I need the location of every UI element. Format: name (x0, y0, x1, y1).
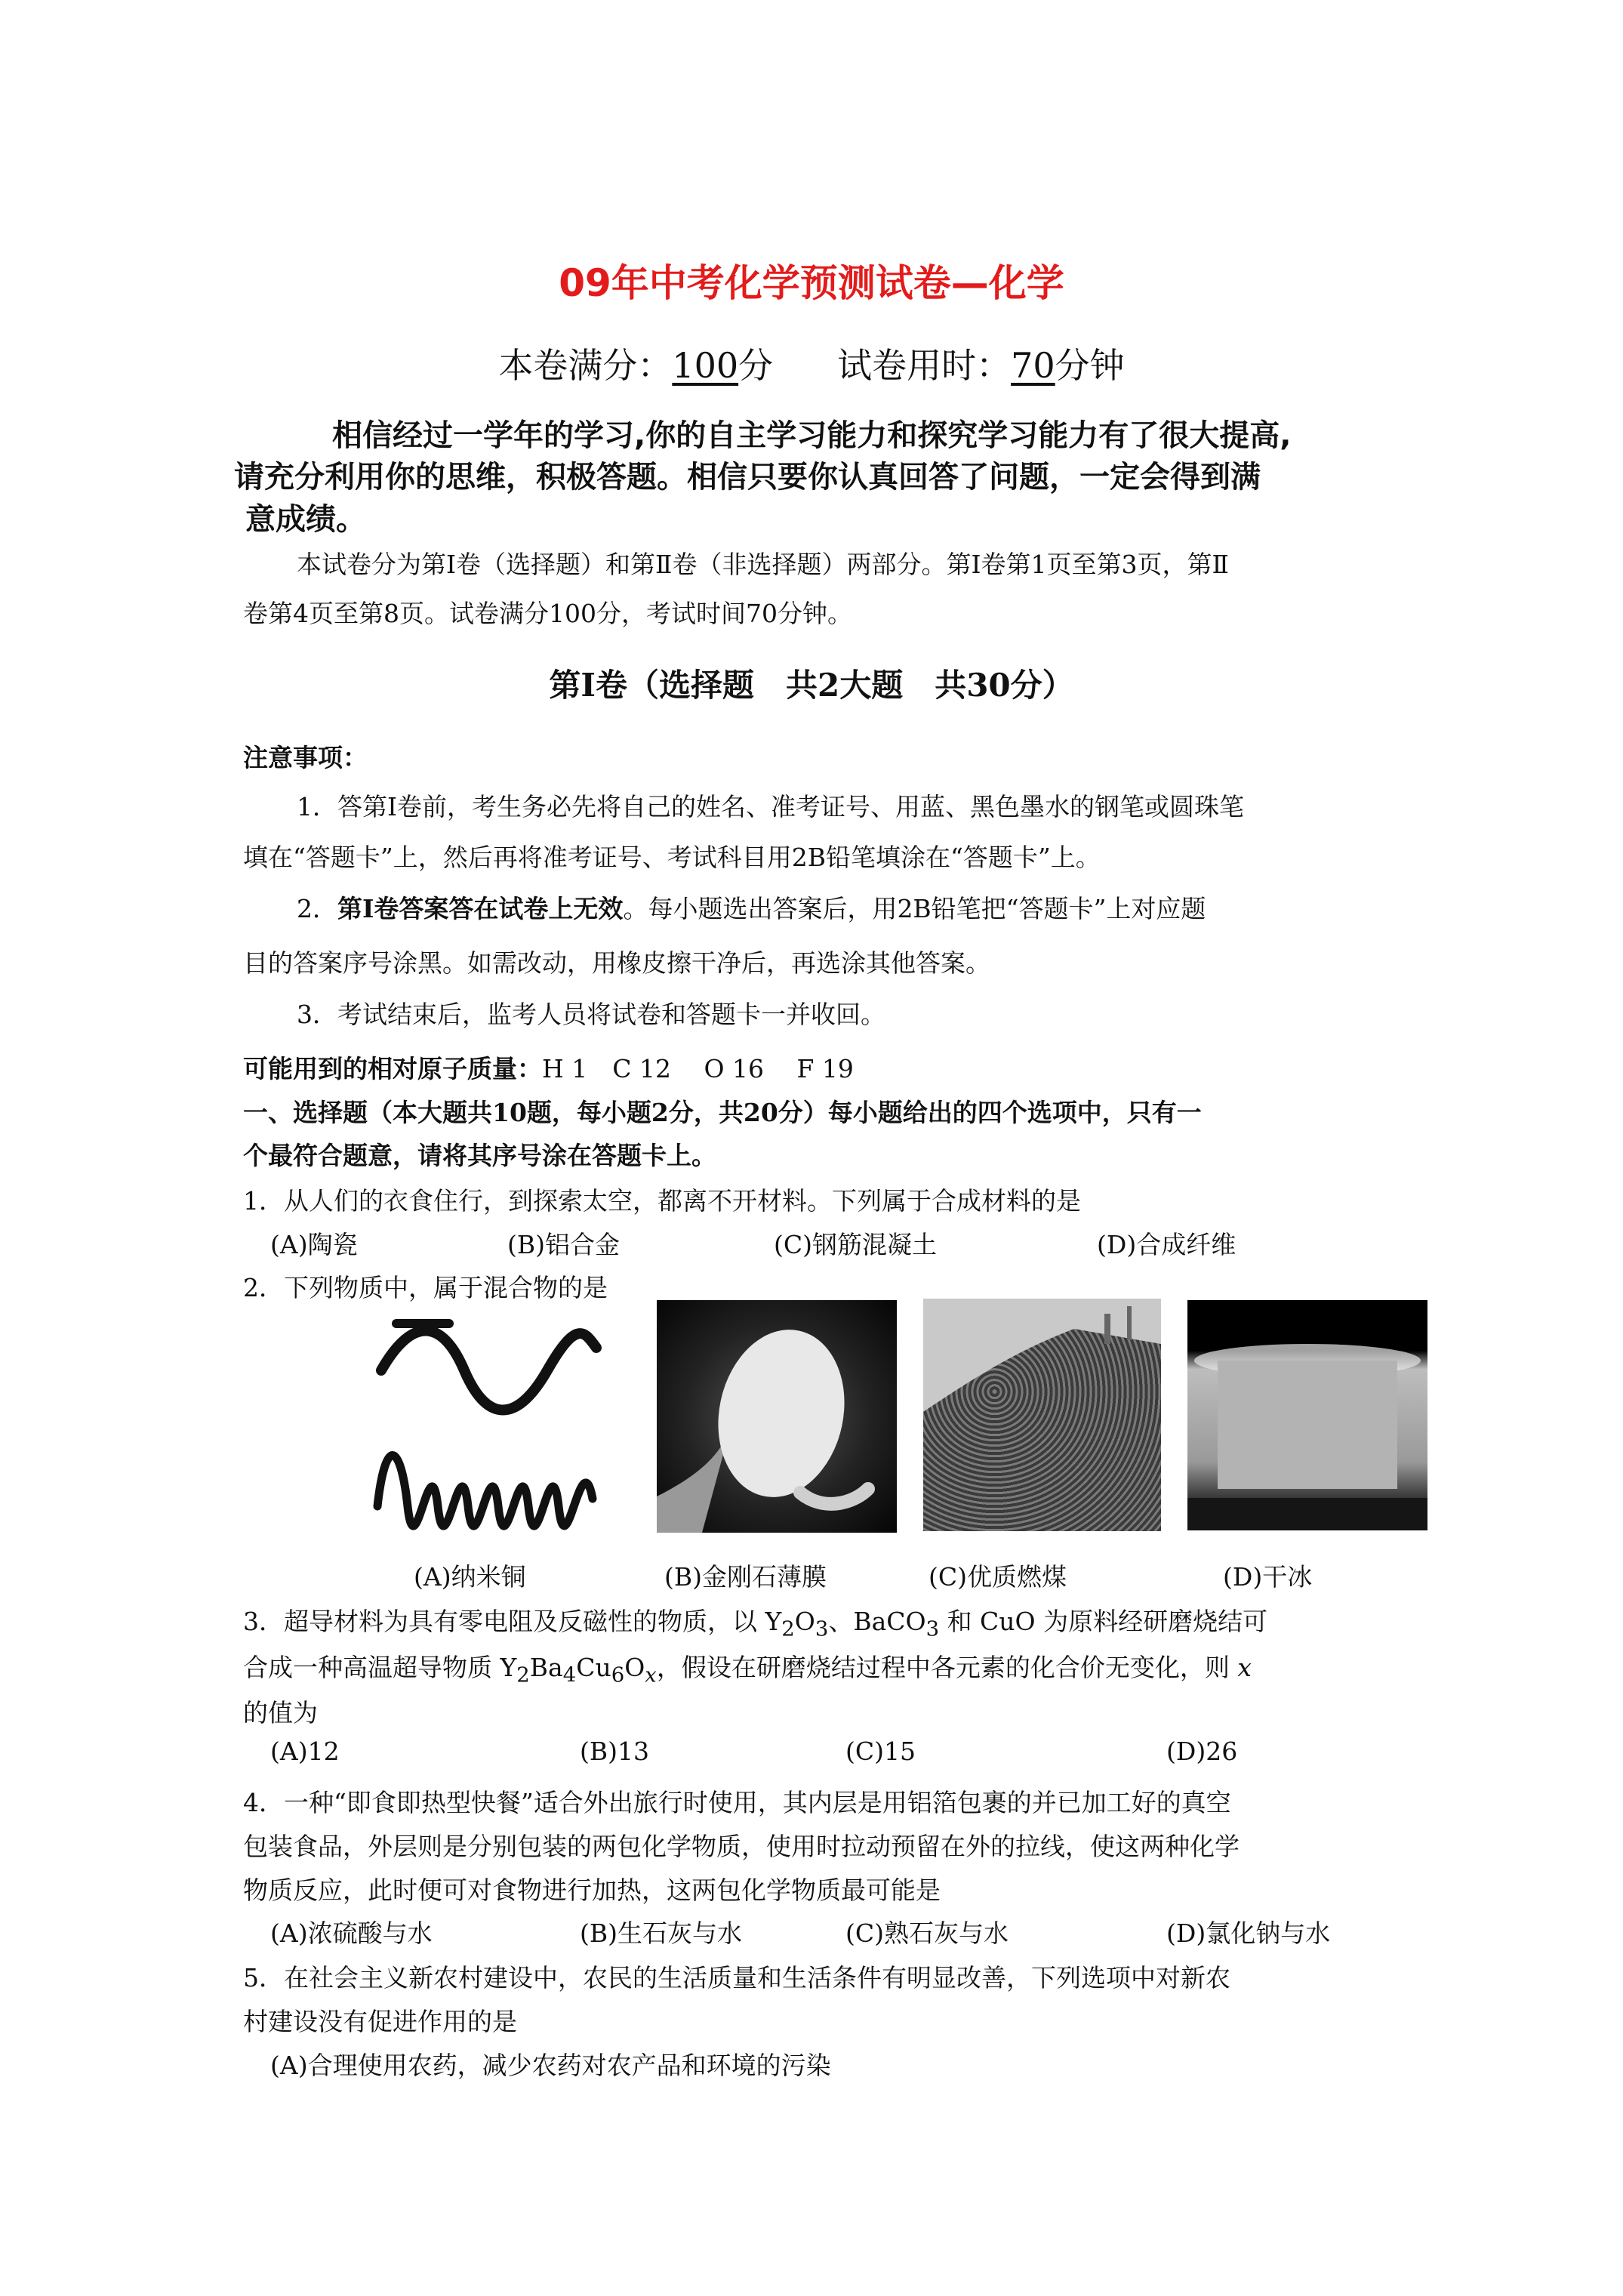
subscript: 2 (516, 1663, 530, 1687)
notice-item-2-rest: 。每小题选出答案后，用2B铅笔把“答题卡”上对应题 (623, 894, 1206, 923)
coal-pile-icon (923, 1299, 1161, 1531)
question-1-option-c: (C)钢筋混凝土 (774, 1230, 937, 1259)
full-score-label: 本卷满分： (498, 345, 673, 386)
notice-item-2-line-1 (297, 889, 1206, 925)
question-3-barium: Ba (529, 1653, 563, 1682)
question-3-text-c: 和 CuO 为原料经研磨烧结可 (939, 1607, 1268, 1636)
question-5-line-1: 5．在社会主义新农村建设中，农民的生活质量和生活条件有明显改善，下列选项中对新农 (243, 1963, 1230, 1992)
nano-copper-image (366, 1302, 611, 1533)
quality-coal-image (923, 1299, 1161, 1531)
subscript: x (645, 1663, 657, 1687)
intro-line-1: 相信经过一学年的学习,你的自主学习能力和探究学习能力有了很大提高, (332, 418, 1292, 453)
question-5-line-2: 村建设没有促进作用的是 (243, 2007, 517, 2036)
time-label: 试卷用时： (837, 345, 1012, 386)
diamond-film-image (657, 1300, 897, 1533)
question-3-text-d: 合成一种高温超导物质 Y (243, 1653, 517, 1682)
desc-line-2: 卷第4页至第8页。试卷满分100分，考试时间70分钟。 (243, 599, 852, 628)
diamond-disc-icon (657, 1300, 897, 1533)
part-one-heading-line-2: 个最符合题意，请将其序号涂在答题卡上。 (243, 1141, 716, 1170)
question-3-copper: Cu (576, 1653, 611, 1682)
question-4-line-3: 物质反应，此时便可对食物进行加热，这两包化学物质最可能是 (243, 1875, 941, 1905)
part-one-heading-line-1: 一、选择题（本大题共10题，每小题2分，共20分）每小题给出的四个选项中，只有一 (243, 1098, 1202, 1127)
dry-ice-block-icon (1187, 1300, 1427, 1530)
subscript: 2 (781, 1616, 795, 1641)
desc-line-1: 本试卷分为第Ⅰ卷（选择题）和第Ⅱ卷（非选择题）两部分。第Ⅰ卷第1页至第3页，第Ⅱ (297, 550, 1229, 579)
question-3-line-1 (243, 1602, 1267, 1641)
question-1-option-b: (B)铝合金 (507, 1230, 620, 1259)
question-3-oxygen: O (794, 1607, 815, 1636)
question-3-option-d: (D)26 (1166, 1737, 1238, 1766)
full-score-value: 100 (672, 345, 739, 386)
dry-ice-image (1187, 1300, 1427, 1530)
subscript: 3 (925, 1616, 940, 1641)
notice-item-2-line-2: 目的答案序号涂黑。如需改动，用橡皮擦干净后，再选涂其他答案。 (243, 948, 990, 978)
intro-line-3: 意成绩。 (245, 502, 366, 537)
question-4-line-2: 包装食品，外层则是分别包装的两包化学物质，使用时拉动预留在外的拉线，使这两种化学 (243, 1832, 1240, 1861)
question-2-stem: 2．下列物质中，属于混合物的是 (243, 1273, 608, 1302)
question-4-option-a: (A)浓硫酸与水 (270, 1918, 433, 1948)
question-3-line-3: 的值为 (243, 1698, 318, 1727)
question-3-option-c: (C)15 (845, 1737, 916, 1766)
question-4-option-d: (D)氯化钠与水 (1166, 1918, 1331, 1948)
question-4-line-1: 4．一种“即食即热型快餐”适合外出旅行时使用，其内层是用铝箔包裹的并已加工好的真空 (243, 1788, 1231, 1817)
question-5-option-a: (A)合理使用农药，减少农药对农产品和环境的污染 (270, 2051, 831, 2080)
question-4-option-c: (C)熟石灰与水 (845, 1918, 1009, 1948)
section-title: 第Ⅰ卷（选择题 共2大题 共30分） (549, 667, 1074, 704)
notice-item-2-emphasis: 第Ⅰ卷答案答在试卷上无效 (337, 894, 624, 923)
score-line (0, 338, 1623, 388)
question-2-option-b: (B)金刚石薄膜 (664, 1562, 827, 1592)
question-3-variable-x: x (1237, 1653, 1252, 1682)
question-3-text-e: ，假设在研磨烧结过程中各元素的化合价无变化，则 (656, 1653, 1238, 1682)
atomic-mass-label: 可能用到的相对原子质量： (243, 1054, 542, 1083)
notice-item-1-line-2: 填在“答题卡”上，然后再将准考证号、考试科目用2B铅笔填涂在“答题卡”上。 (243, 843, 1101, 872)
atomic-mass-line (243, 1049, 854, 1085)
atomic-mass-values: H 1 C 12 O 16 F 19 (542, 1054, 854, 1083)
notice-item-1-line-1: 1．答第Ⅰ卷前，考生务必先将自己的姓名、准考证号、用蓝、黑色墨水的钢笔或圆珠笔 (297, 792, 1245, 821)
question-3-line-2 (243, 1648, 1252, 1687)
question-1-option-a: (A)陶瓷 (270, 1230, 358, 1259)
notice-heading: 注意事项： (243, 743, 368, 772)
full-score-unit: 分 (738, 345, 774, 386)
time-unit: 分钟 (1055, 345, 1125, 386)
subscript: 6 (611, 1663, 625, 1687)
question-1-option-d: (D)合成纤维 (1097, 1230, 1236, 1259)
subscript: 4 (562, 1663, 577, 1687)
time-value: 70 (1011, 345, 1055, 386)
question-3-oxygen-x: O (624, 1653, 645, 1682)
nano-copper-wave-icon (366, 1302, 611, 1533)
question-4-option-b: (B)生石灰与水 (580, 1918, 742, 1948)
question-2-option-d: (D)干冰 (1223, 1562, 1313, 1592)
question-3-text-b: 、BaCO (828, 1607, 926, 1636)
intro-line-2: 请充分利用你的思维，积极答题。相信只要你认真回答了问题，一定会得到满 (234, 460, 1261, 495)
question-3-text-a: 3．超导材料为具有零电阻及反磁性的物质，以 Y (243, 1607, 782, 1636)
notice-item-3: 3．考试结束后，监考人员将试卷和答题卡一并收回。 (297, 1000, 885, 1029)
question-2-option-a: (A)纳米铜 (414, 1562, 526, 1592)
question-2-option-c: (C)优质燃煤 (929, 1562, 1067, 1592)
question-3-option-b: (B)13 (580, 1737, 649, 1766)
subscript: 3 (815, 1616, 829, 1641)
question-3-option-a: (A)12 (270, 1737, 340, 1766)
exam-title: 09年中考化学预测试卷—化学 (559, 261, 1064, 305)
question-1-stem: 1．从人们的衣食住行，到探索太空，都离不开材料。下列属于合成材料的是 (243, 1186, 1081, 1216)
notice-item-2-number: 2． (297, 894, 337, 923)
